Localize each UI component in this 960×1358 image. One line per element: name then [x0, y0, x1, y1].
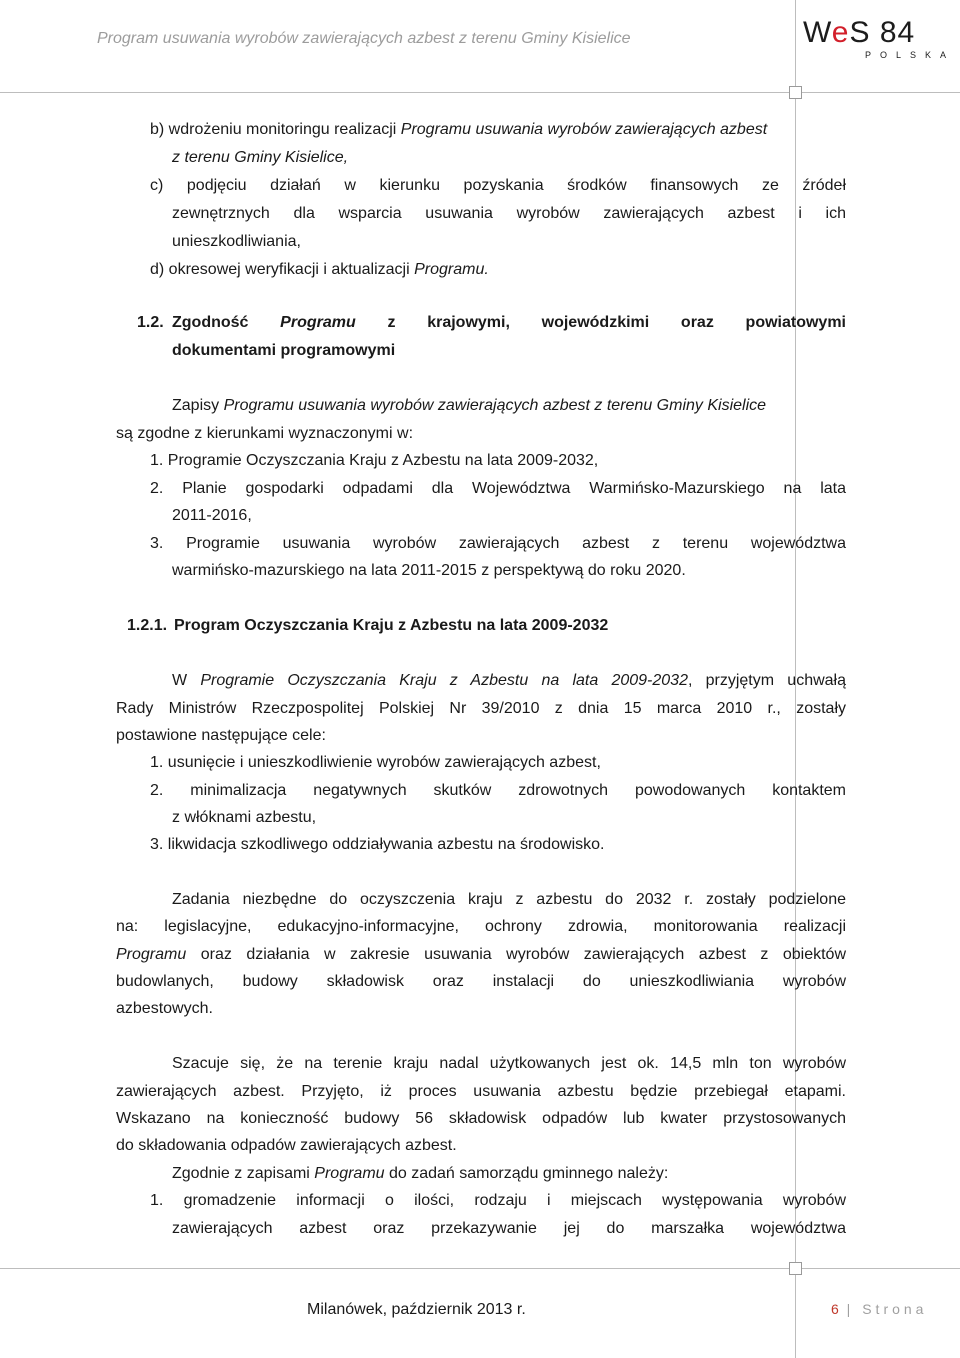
- section-1-2-heading: Zgodność Programu z krajowymi, wojewódzkimi oraz powiatowymi: [172, 314, 847, 331]
- footer-rule: [0, 1268, 960, 1269]
- running-header: Program usuwania wyrobów zawierających azbest z terenu Gminy Kisielice: [97, 30, 631, 47]
- paragraph-zapisy: Zapisy Programu usuwania wyrobów zawierających azbest z terenu Gminy Kisielice: [172, 397, 767, 414]
- header-corner-marker: [789, 86, 802, 99]
- list-item-2-cont: 2011-2016,: [172, 507, 252, 524]
- header-rule: [0, 92, 960, 93]
- list-item-3-cont: warmińsko-mazurskiego na lata 2011-2015 z perspektywą do roku 2020.: [172, 562, 686, 579]
- item-b-line1: b) wdrożeniu monitoringu realizacji Programu usuwania wyrobów zawierających azbest: [150, 121, 768, 138]
- paragraph-zadania-line2: na: legislacyjne, edukacyjno-informacyjne, ochrony zdrowia, monitorowania realizacji: [116, 918, 846, 935]
- task-1-cont: zawierających azbest oraz przekazywanie jej do marszałka województwa: [172, 1220, 846, 1237]
- paragraph-zadania-line5: azbestowych.: [116, 1000, 213, 1017]
- list-item-2: 2. Planie gospodarki odpadami dla Województwa Warmińsko-Mazurskiego na lata: [150, 480, 846, 497]
- list-item-1: 1. Programie Oczyszczania Kraju z Azbestu na lata 2009-2032,: [150, 452, 599, 469]
- goal-1: 1. usunięcie i unieszkodliwienie wyrobów zawierających azbest,: [150, 754, 601, 771]
- footer-corner-marker: [789, 1262, 802, 1275]
- paragraph-szacuje-line3: Wskazano na konieczność budowy 56 składowisk odpadów lub kwater przystosowanych: [116, 1110, 846, 1127]
- paragraph-szacuje-line2: zawierających azbest. Przyjęto, iż proces usuwania azbestu będzie przebiegał etapami.: [116, 1083, 846, 1100]
- paragraph-programie-line1: W Programie Oczyszczania Kraju z Azbestu na lata 2009-2032, przyjętym uchwałą: [172, 672, 846, 689]
- paragraph-zgodnie: Zgodnie z zapisami Programu do zadań samorządu gminnego należy:: [172, 1165, 669, 1182]
- goal-3: 3. likwidacja szkodliwego oddziaływania azbestu na środowisko.: [150, 836, 605, 853]
- section-1-2-heading-line2: dokumentami programowymi: [172, 342, 396, 359]
- item-c-line2: zewnętrznych dla wsparcia usuwania wyrobów zawierających azbest i ich: [172, 205, 846, 222]
- task-1: 1. gromadzenie informacji o ilości, rodzaju i miejscach występowania wyrobów: [150, 1192, 846, 1209]
- paragraph-szacuje-line1: Szacuje się, że na terenie kraju nadal użytkowanych jest ok. 14,5 mln ton wyrobów: [172, 1055, 846, 1072]
- footer-place-date: Milanówek, październik 2013 r.: [307, 1301, 526, 1318]
- logo-wordmark: WeS 84: [803, 16, 916, 49]
- goal-2-cont: z włóknami azbestu,: [172, 809, 317, 826]
- item-c-line3: unieszkodliwiania,: [172, 233, 301, 250]
- page-number: 6 | Strona: [831, 1301, 928, 1317]
- goal-2: 2. minimalizacja negatywnych skutków zdrowotnych powodowanych kontaktem: [150, 782, 846, 799]
- section-1-2-1-heading: Program Oczyszczania Kraju z Azbestu na lata 2009-2032: [174, 617, 609, 634]
- paragraph-szacuje-line4: do składowania odpadów zawierających azbest.: [116, 1137, 457, 1154]
- section-1-2-number: 1.2.: [137, 314, 164, 331]
- item-b-line2: z terenu Gminy Kisielice,: [172, 149, 349, 166]
- company-logo: [803, 16, 956, 63]
- paragraph-zadania-line1: Zadania niezbędne do oczyszczenia kraju z azbestu do 2032 r. zostały podzielone: [172, 891, 846, 908]
- paragraph-zapisy-line2: są zgodne z kierunkami wyznaczonymi w:: [116, 425, 414, 442]
- list-item-3: 3. Programie usuwania wyrobów zawierających azbest z terenu województwa: [150, 535, 846, 552]
- item-c-line1: c) podjęciu działań w kierunku pozyskania środków finansowych ze źródeł: [150, 177, 846, 194]
- paragraph-programie-line2: Rady Ministrów Rzeczpospolitej Polskiej Nr 39/2010 z dnia 15 marca 2010 r., zostały: [116, 700, 846, 717]
- paragraph-zadania-line4: budowlanych, budowy składowisk oraz instalacji do unieszkodliwiania wyrobów: [116, 973, 846, 990]
- section-1-2-1-number: 1.2.1.: [127, 617, 168, 634]
- logo-subtitle: POLSKA: [865, 50, 956, 60]
- paragraph-programie-line3: postawione następujące cele:: [116, 727, 326, 744]
- paragraph-zadania-line3: Programu oraz działania w zakresie usuwania wyrobów zawierających azbest z obiektów: [116, 946, 846, 963]
- item-d: d) okresowej weryfikacji i aktualizacji Programu.: [150, 261, 489, 278]
